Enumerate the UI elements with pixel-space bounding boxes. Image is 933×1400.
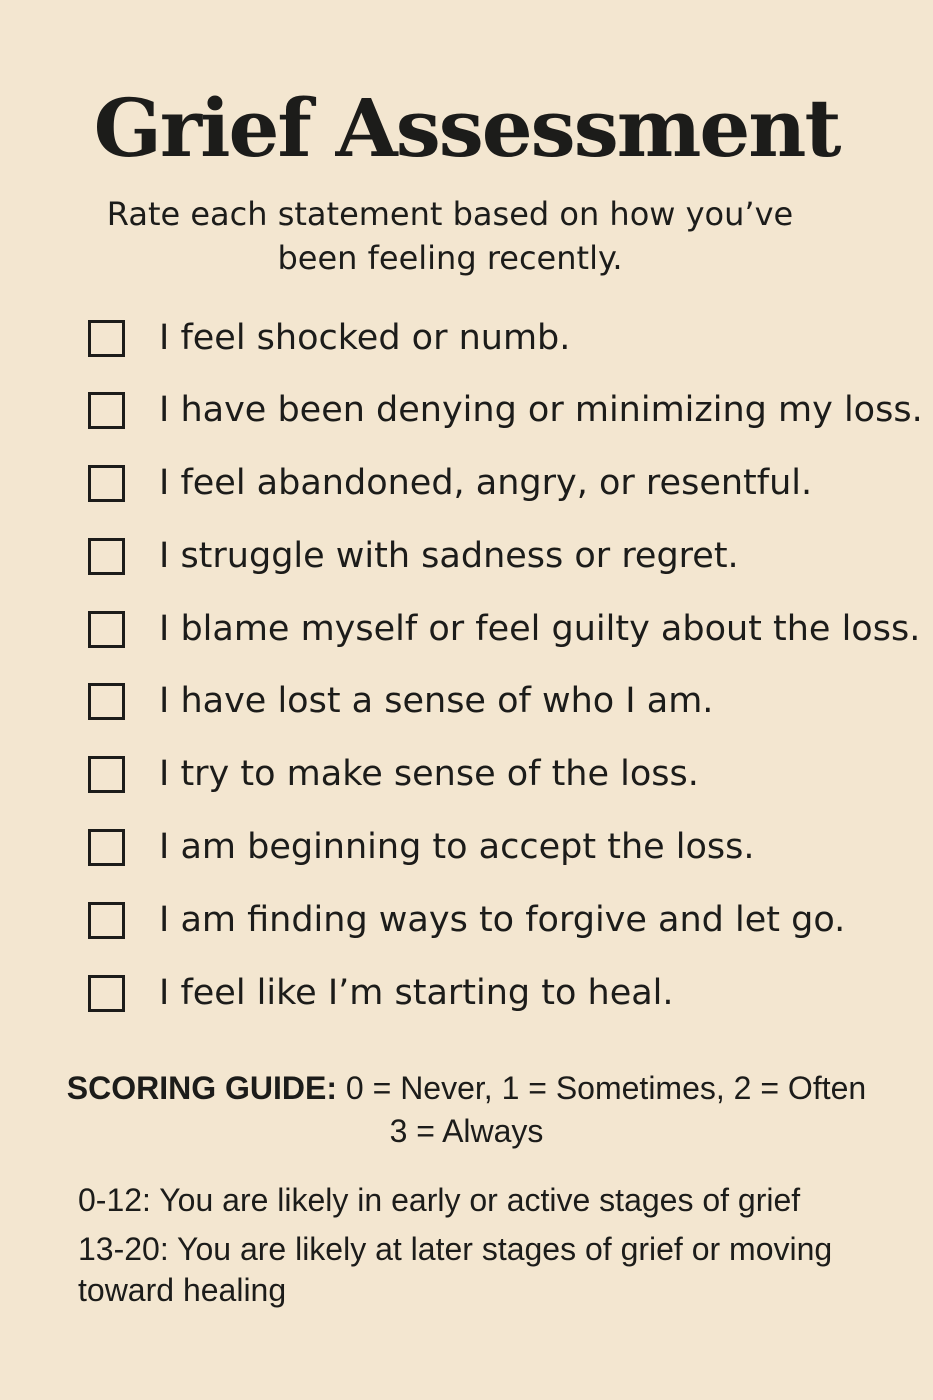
score-range-later	[78, 1229, 878, 1311]
score-range-early	[78, 1180, 878, 1221]
statement-label: I feel like I’m starting to heal.	[159, 973, 674, 1013]
statement-label: I feel shocked or numb.	[159, 318, 571, 358]
scoring-guide-line-2: 3 = Always	[389, 1113, 544, 1149]
checkbox[interactable]	[88, 611, 125, 648]
statement-label: I have lost a sense of who I am.	[159, 681, 714, 721]
checklist-item[interactable]	[88, 461, 918, 505]
score-range-value: 13-20:	[78, 1231, 169, 1267]
instructions-line-2: been feeling recently.	[277, 239, 623, 277]
checkbox[interactable]	[88, 975, 125, 1012]
statement-label: I feel abandoned, angry, or resentful.	[159, 463, 813, 503]
checklist-item[interactable]	[88, 898, 918, 942]
score-range-value: 0-12:	[78, 1182, 151, 1218]
page-title: Grief Assessment	[93, 81, 840, 175]
score-range-text: You are likely at later stages of grief or moving toward healing	[78, 1231, 833, 1308]
checkbox[interactable]	[88, 902, 125, 939]
checkbox[interactable]	[88, 683, 125, 720]
checkbox[interactable]	[88, 756, 125, 793]
statement-label: I have been denying or minimizing my loss.	[159, 390, 923, 430]
checklist-item[interactable]	[88, 534, 918, 578]
checklist-item[interactable]	[88, 679, 918, 723]
statement-label: I am beginning to accept the loss.	[159, 827, 755, 867]
score-range-text: You are likely in early or active stages of grief	[159, 1182, 801, 1218]
scoring-scale-text: 0 = Never, 1 = Sometimes, 2 = Often	[345, 1070, 867, 1106]
checkbox[interactable]	[88, 320, 125, 357]
instructions	[90, 192, 810, 280]
checkbox[interactable]	[88, 465, 125, 502]
statement-label: I try to make sense of the loss.	[159, 754, 699, 794]
checkbox[interactable]	[88, 829, 125, 866]
checklist-item[interactable]	[88, 316, 918, 360]
scoring-guide	[40, 1067, 893, 1153]
statement-label: I am finding ways to forgive and let go.	[159, 900, 846, 940]
checklist-item[interactable]	[88, 388, 923, 432]
checklist-item[interactable]	[88, 971, 918, 1015]
checklist-item[interactable]	[88, 752, 918, 796]
checkbox[interactable]	[88, 538, 125, 575]
statement-label: I blame myself or feel guilty about the loss.	[159, 609, 921, 649]
checkbox[interactable]	[88, 392, 125, 429]
instructions-line-1: Rate each statement based on how you’ve	[106, 195, 794, 233]
statement-label: I struggle with sadness or regret.	[159, 536, 739, 576]
checklist-item[interactable]	[88, 607, 921, 651]
scoring-guide-label: SCORING GUIDE:	[66, 1070, 338, 1106]
checklist-item[interactable]	[88, 825, 918, 869]
scoring-guide-line-1	[40, 1067, 893, 1110]
